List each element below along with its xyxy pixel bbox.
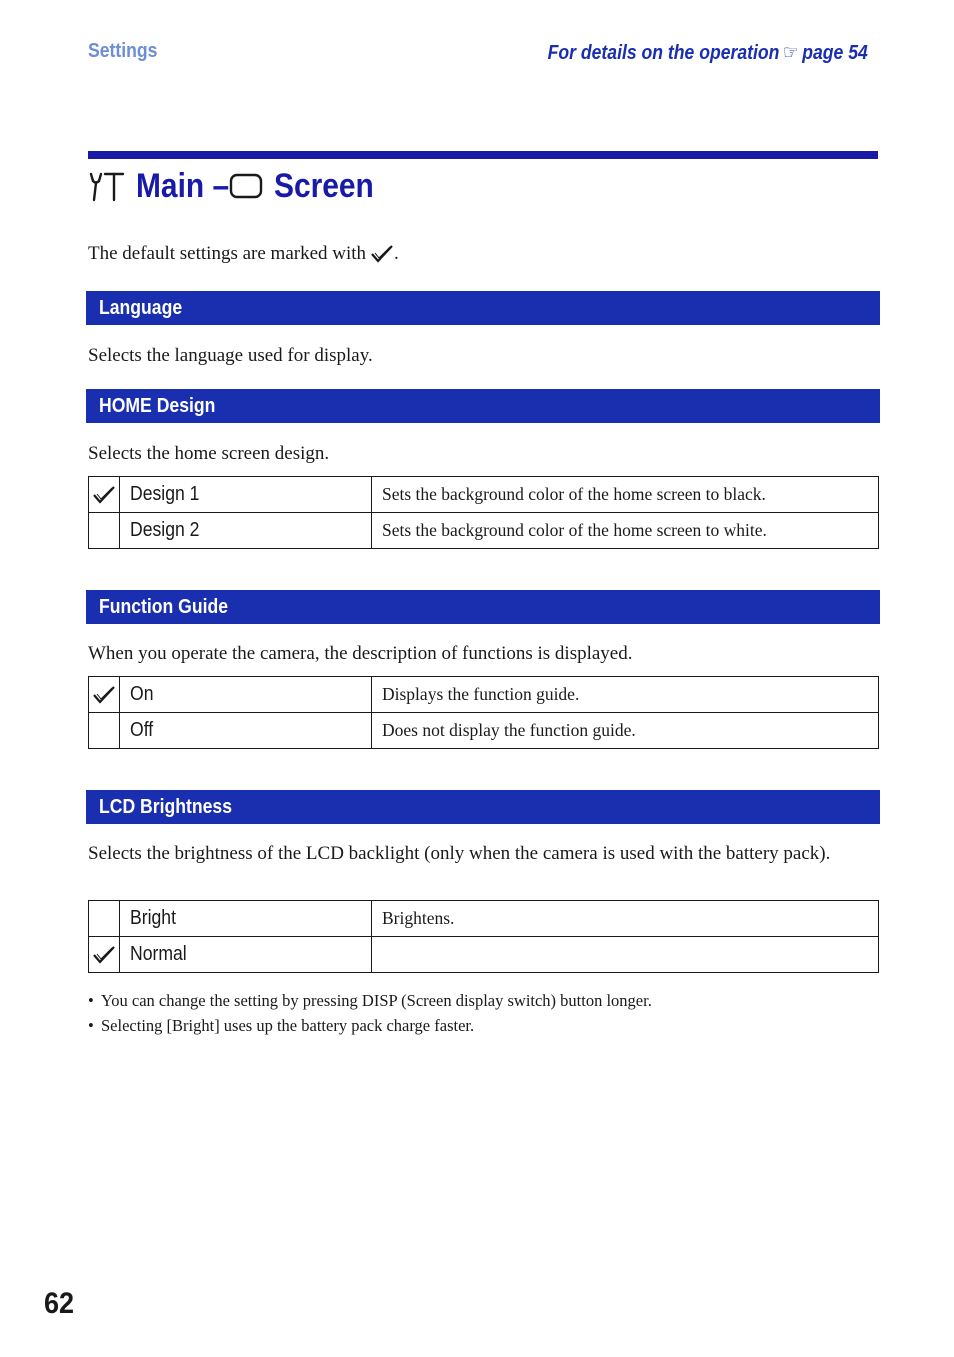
screen-icon	[228, 172, 264, 200]
home-design-heading: HOME Design	[86, 389, 880, 423]
lcd-brightness-heading: LCD Brightness	[86, 790, 880, 824]
details-reference	[548, 40, 868, 65]
option-name: Design 1	[120, 477, 372, 513]
lcd-brightness-table	[88, 900, 879, 973]
option-name: Bright	[120, 901, 372, 937]
option-description: Sets the background color of the home screen to black.	[372, 477, 879, 513]
default-marker	[89, 937, 120, 973]
details-prefix: For details on the operation	[547, 42, 780, 64]
page-title	[88, 166, 387, 206]
option-name: On	[120, 677, 372, 713]
list-item: • You can change the setting by pressing DISP (Screen display switch) button longer.	[88, 988, 652, 1013]
pointing-hand-icon: ☞	[783, 42, 799, 64]
title-main: Main –	[136, 166, 230, 205]
option-description: Brightens.	[372, 901, 879, 937]
notes-list	[88, 988, 652, 1038]
default-marker	[89, 677, 120, 713]
default-marker	[89, 477, 120, 513]
intro-text	[88, 243, 399, 265]
option-description	[372, 937, 879, 973]
check-icon	[92, 485, 116, 505]
home-design-description: Selects the home screen design.	[88, 443, 330, 464]
table-row[interactable]	[89, 677, 879, 713]
check-icon	[92, 685, 116, 705]
language-heading: Language	[86, 291, 880, 325]
table-row[interactable]	[89, 513, 879, 549]
home-design-table	[88, 476, 879, 549]
function-guide-description: When you operate the camera, the description of functions is displayed.	[88, 643, 633, 664]
title-screen: Screen	[273, 166, 374, 205]
option-description: Does not display the function guide.	[372, 713, 879, 749]
option-description: Sets the background color of the home screen to white.	[372, 513, 879, 549]
list-item: • Selecting [Bright] uses up the battery pack charge faster.	[88, 1013, 652, 1038]
default-marker	[89, 513, 120, 549]
section-label: Settings	[88, 40, 158, 62]
option-name: Design 2	[120, 513, 372, 549]
page-number: 62	[44, 1287, 75, 1320]
function-guide-table	[88, 676, 879, 749]
option-name: Normal	[120, 937, 372, 973]
default-marker	[89, 713, 120, 749]
intro-label: The default settings are marked with	[88, 243, 367, 264]
table-row[interactable]	[89, 901, 879, 937]
check-icon	[92, 945, 116, 965]
tool-icon	[88, 169, 126, 203]
function-guide-heading: Function Guide	[86, 590, 880, 624]
table-row[interactable]	[89, 477, 879, 513]
option-name: Off	[120, 713, 372, 749]
intro-suffix: .	[394, 243, 399, 264]
details-page-link[interactable]: page 54	[802, 42, 868, 64]
table-row[interactable]	[89, 937, 879, 973]
table-row[interactable]	[89, 713, 879, 749]
option-description: Displays the function guide.	[372, 677, 879, 713]
check-icon	[370, 244, 394, 264]
default-marker	[89, 901, 120, 937]
language-description: Selects the language used for display.	[88, 345, 373, 366]
lcd-brightness-description: Selects the brightness of the LCD backlight (only when the camera is used with the battery pack).	[88, 843, 831, 864]
title-rule	[88, 151, 878, 159]
